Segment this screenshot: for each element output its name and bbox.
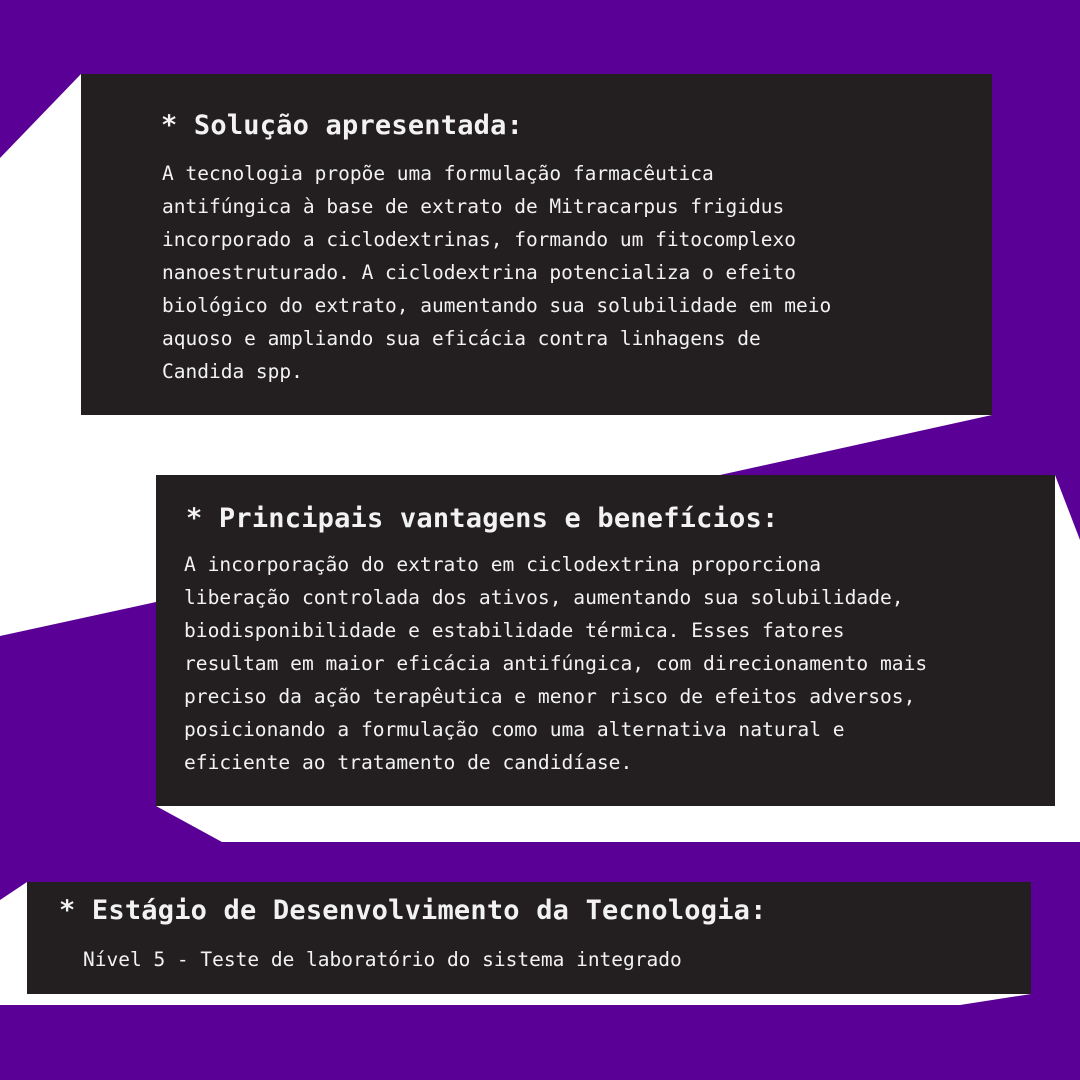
benefits-heading: * Principais vantagens e benefícios: [186,503,779,534]
solution-text: A tecnologia propõe uma formulação farmacêutica antifúngica à base de extrato de Mitracarpus frigidus incorporado a ciclodextrinas, formando um fitocomplexo nanoestruturado. A ciclodextrina potencializa o efeito biológico do extrato, aumentando sua solubilidade em meio aquoso e ampliando sua eficácia contra linhagens de Candida spp. [162,162,832,383]
solution-heading: * Solução apresentada: [161,110,524,141]
benefits-text: A incorporação do extrato em ciclodextrina proporciona liberação controlada dos ativos, aumentando sua solubilidade, biodisponibilidade e estabilidade térmica. Esses fatores resultam em maior eficácia antifúngica, com direcionamento mais preciso da ação terapêutica e menor risco de efeitos adversos, posicionando a formulação como uma alternativa natural e eficiente ao tratamento de candidíase. [184,553,928,774]
development-stage-text: Nível 5 - Teste de laboratório do sistema integrado [83,948,682,971]
benefits-card [156,475,1055,806]
development-stage-heading: * Estágio de Desenvolvimento da Tecnologia: [59,895,767,926]
solution-card [81,74,992,415]
development-stage-card [27,882,1031,994]
